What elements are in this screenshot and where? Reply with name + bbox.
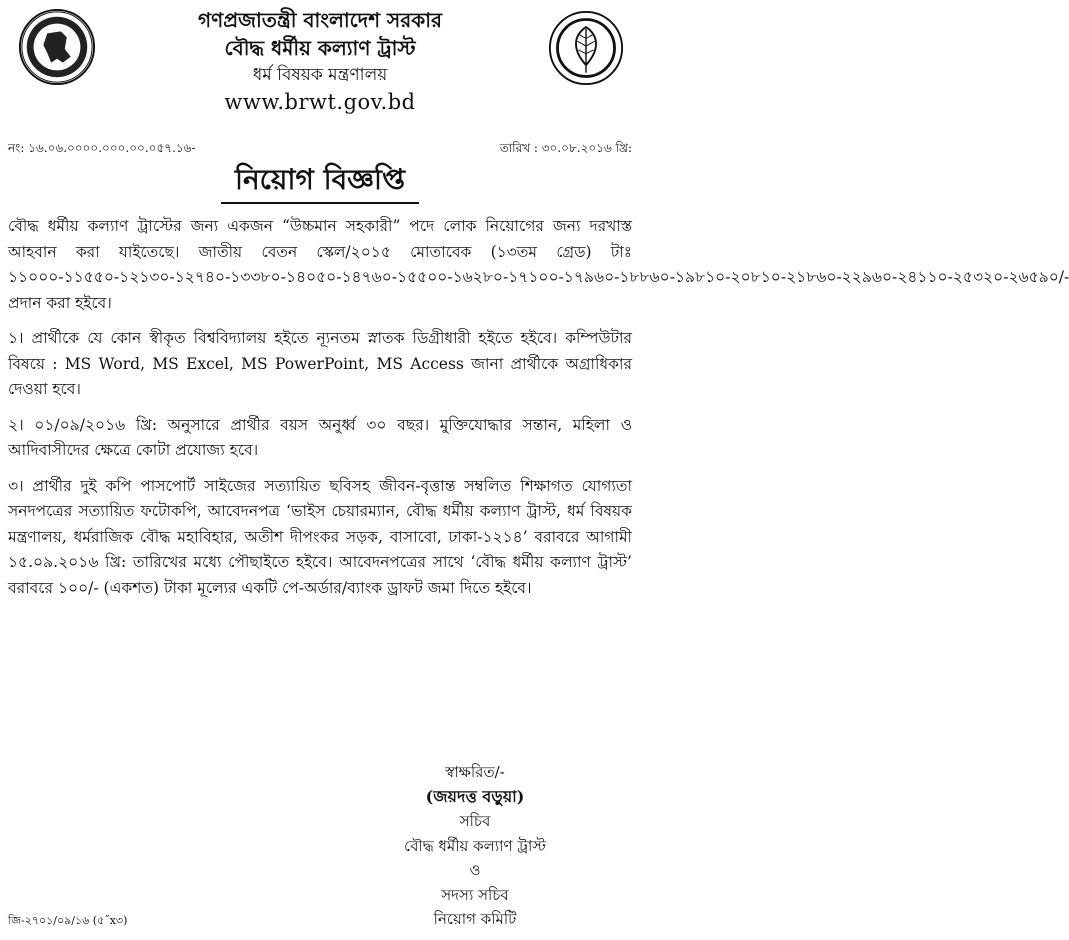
signatory-name: (জয়দত্ত বড়ুয়া) (425, 786, 525, 806)
notice-body (8, 214, 1069, 611)
intro-paragraph: বৌদ্ধ ধর্মীয় কল্যাণ ট্রাস্টের জন্য একজন “উচ্চমান সহকারী” পদে লোক নিয়োগের জন্য দরখাস্ত আহবান করা যাইতেছে। জাতীয় বেতন স্কেল/২০১৫ মোতাবেক (১৩তম গ্রেড) টাঃ ১১০০০-১১৫৫০-১২১৩০-১২৭৪০-১৩৩৮০-১৪০৫০-১৪৭৬০-১৫৫০০-১৬২৮০-১৭১০০-১৭৯৬০-১৮৮৬০-১৯৮১০-২০৮১০-২১৮৬০-২২৯৬০-২৪১১০-২৫৩২০-২৬৫৯০/-প্রদান করা হইবে। (8, 217, 1069, 312)
signatory-title-2: সদস্য সচিব (441, 885, 509, 904)
signatory-committee: নিয়োগ কমিটি (433, 910, 517, 928)
requirement-1: ১। প্রার্থীকে যে কোন স্বীকৃত বিশ্ববিদ্যালয় হইতে ন্যূনতম স্নাতক ডিগ্রীধারী হইতে হইবে। কম্পিউটার বিষয়ে : MS Word, MS Excel, MS PowerPoint, MS Access জানা প্রার্থীকে অগ্রাধিকার দেওয়া হবে। (8, 329, 632, 398)
print-code: জি-২৭০১/০৯/১৬ (৫˝x৩) (8, 914, 128, 927)
signature-and: ও (469, 861, 481, 879)
signed-label: স্বাক্ষরিত/- (445, 763, 505, 781)
website-link[interactable]: www.brwt.gov.bd (224, 90, 416, 114)
notice-title: নিয়োগ বিজ্ঞপ্তি (221, 160, 419, 204)
letterhead (0, 6, 640, 116)
signature-block (360, 760, 590, 932)
reference-row (8, 140, 632, 160)
memo-date: তারিখ : ৩০.০৮.২০১৬ খ্রি: (499, 141, 632, 155)
signatory-title: সচিব (459, 812, 491, 830)
requirement-3: ৩। প্রার্থীর দুই কপি পাসপোর্ট সাইজের সত্যায়িত ছবিসহ জীবন-বৃত্তান্ত সম্বলিত শিক্ষাগত যোগ্যতা সনদপত্রের সত্যায়িত ফটোকপি, আবেদনপত্র ‘ভাইস চেয়ারম্যান, বৌদ্ধ ধর্মীয় কল্যাণ ট্রাস্ট, ধর্ম বিষয়ক মন্ত্রণালয়, ধর্মরাজিক বৌদ্ধ মহাবিহার, অতীশ দীপংকর সড়ক, বাসাবো, ঢাকা-১২১৪’ বরাবরে আগামী ১৫.০৯.২০১৬ খ্রি: তারিখের মধ্যে পৌছাইতে হইবে। আবেদনপত্রের সাথে ‘বৌদ্ধ ধর্মীয় কল্যাণ ট্রাস্ট’ বরাবরে ১০০/- (একশত) টাকা মূল্যের একটি পে-অর্ডার/ব্যাংক ড্রাফট জমা দিতে হইবে। (8, 476, 632, 597)
memo-number: নং: ১৬.০৬.০০০০.০০০.০০.০৫৭.১৬- (8, 141, 196, 155)
government-name: গণপ্রজাতন্ত্রী বাংলাদেশ সরকার (198, 8, 442, 32)
signatory-org: বৌদ্ধ ধর্মীয় কল্যাণ ট্রাস্ট (404, 836, 546, 855)
requirement-2: ২। ০১/০৯/২০১৬ খ্রি: অনুসারে প্রার্থীর বয়স অনুর্ধ্ব ৩০ বছর। মুক্তিযোদ্ধার সন্তান, মহিলা ও আদিবাসীদের ক্ষেত্রে কোটা প্রযোজ্য হবে। (8, 415, 632, 459)
ministry-name: ধর্ম বিষয়ক মন্ত্রণালয় (252, 65, 388, 85)
title-block (0, 160, 640, 204)
trust-name: বৌদ্ধ ধর্মীয় কল্যাণ ট্রাস্ট (224, 36, 416, 60)
